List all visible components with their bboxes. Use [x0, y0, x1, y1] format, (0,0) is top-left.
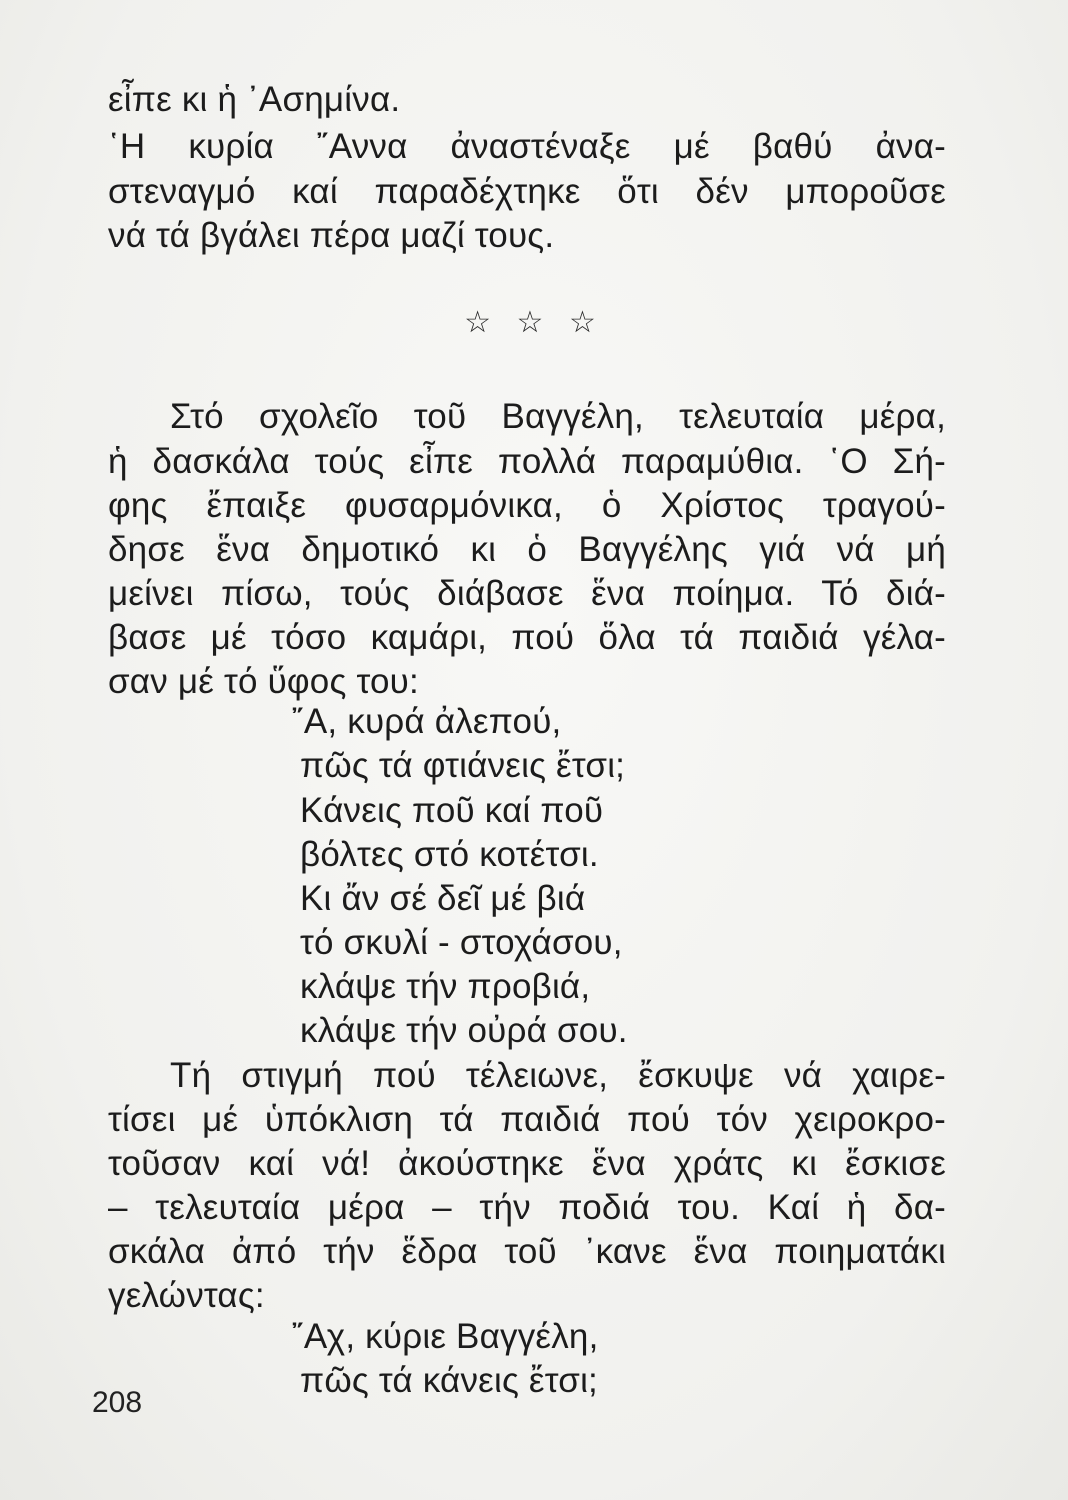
verse-line: βόλτες στό κοτέτσι. [300, 835, 599, 874]
section-separator: ☆ ☆ ☆ [464, 305, 604, 340]
verse-line: ῎Αχ, κύριε Βαγγέλη, [292, 1317, 599, 1356]
text-line: μείνει πίσω, τούς διάβασε ἕνα ποίημα. Τό διά- [108, 574, 946, 613]
text-line: τίσει μέ ὑπόκλιση τά παιδιά πού τόν χειροκρο- [108, 1100, 946, 1139]
text-line: σαν μέ τό ὕφος του: [108, 662, 419, 701]
text-line: βασε μέ τόσο καμάρι, πού ὅλα τά παιδιά γέλα- [108, 618, 946, 657]
text-line: Στό σχολεῖο τοῦ Βαγγέλη, τελευταία μέρα, [170, 397, 946, 436]
page-number: 208 [92, 1386, 143, 1419]
text-line: τοῦσαν καί νά! ἀκούστηκε ἕνα χράτς κι ἔσκισε [108, 1144, 946, 1183]
text-line: ἡ δασκάλα τούς εἶπε πολλά παραμύθια. ῾Ο Σή- [108, 442, 946, 481]
text-line: Τή στιγμή πού τέλειωνε, ἔσκυψε νά χαιρε- [170, 1056, 946, 1095]
text-line: στεναγμό καί παραδέχτηκε ὅτι δέν μποροῦσε [108, 172, 946, 211]
verse-line: τό σκυλί - στοχάσου, [300, 923, 623, 962]
verse-line: Κι ἄν σέ δεῖ μέ βιά [300, 879, 586, 918]
verse-line: Κάνεις ποῦ καί ποῦ [300, 791, 604, 830]
text-line: εἶπε κι ἡ ᾿Ασημίνα. [108, 80, 401, 119]
verse-line: κλάψε τήν προβιά, [300, 967, 591, 1006]
text-line: γελώντας: [108, 1276, 265, 1315]
verse-line: πῶς τά φτιάνεις ἔτσι; [300, 746, 626, 785]
verse-line: πῶς τά κάνεις ἔτσι; [300, 1361, 598, 1400]
text-line: ῾Η κυρία ῎Αννα ἀναστέναξε μέ βαθύ ἀνα- [108, 127, 946, 166]
text-line: – τελευταία μέρα – τήν ποδιά του. Καί ἡ δα- [108, 1188, 946, 1227]
text-line: δησε ἕνα δημοτικό κι ὁ Βαγγέλης γιά νά μή [108, 530, 946, 569]
text-line: νά τά βγάλει πέρα μαζί τους. [108, 216, 555, 255]
text-line: σκάλα ἀπό τήν ἕδρα τοῦ ᾿κανε ἕνα ποιηματάκι [108, 1232, 946, 1271]
verse-line: ῎Α, κυρά ἀλεπού, [292, 702, 562, 741]
verse-line: κλάψε τήν οὐρά σου. [300, 1011, 628, 1050]
text-line: φης ἔπαιξε φυσαρμόνικα, ὁ Χρίστος τραγού- [108, 486, 946, 525]
